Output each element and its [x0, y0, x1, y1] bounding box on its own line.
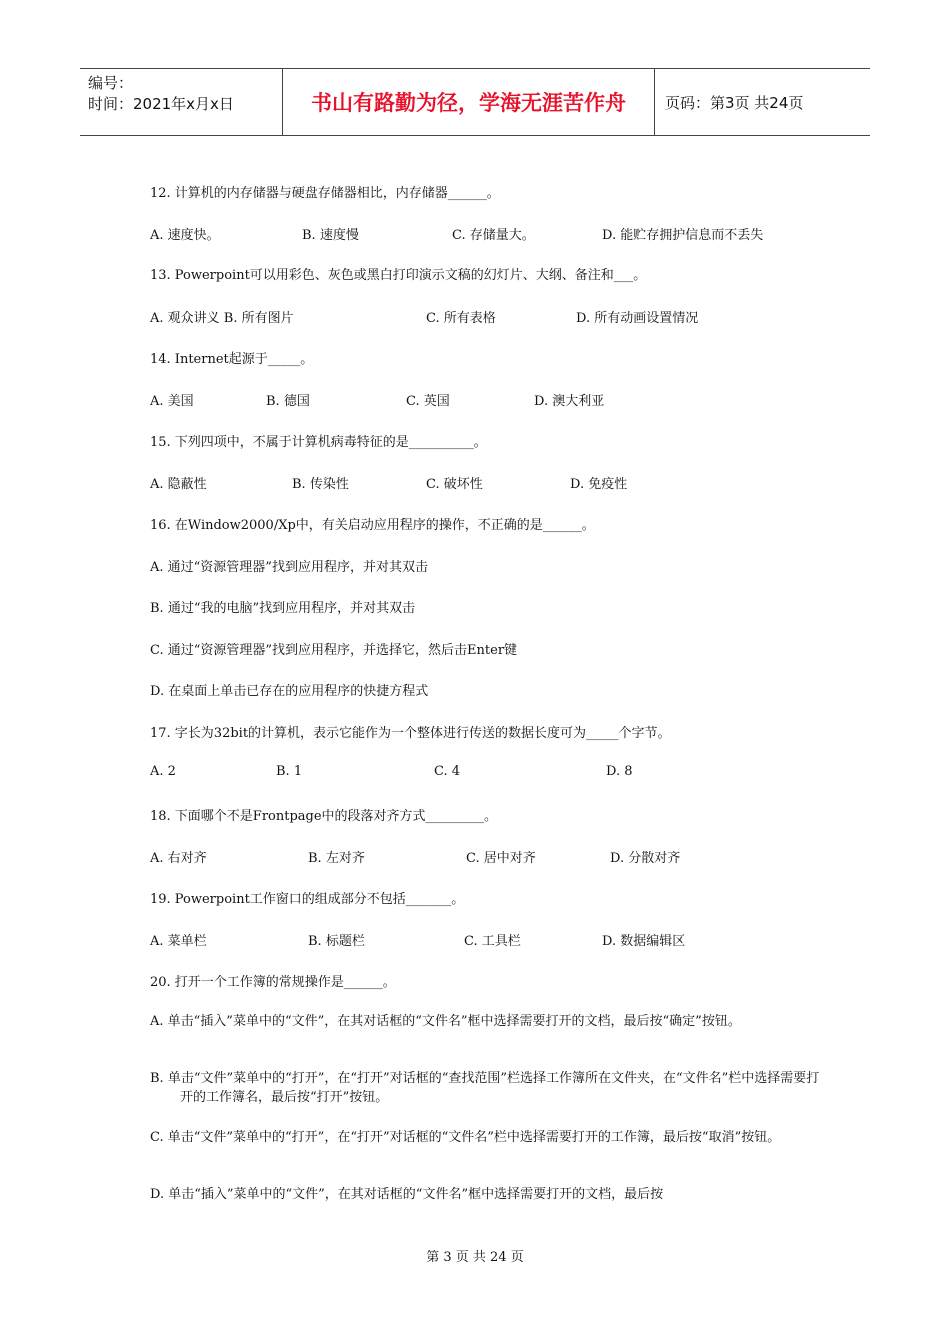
option-b: B. 标题栏: [308, 934, 365, 949]
question-17: 17. 字长为32bit的计算机，表示它能作为一个整体进行传送的数据长度可为_____个字节。: [150, 726, 671, 741]
option-d: D. 能贮存拥护信息而不丢失: [602, 228, 764, 243]
option-a: A. 隐蔽性: [150, 477, 207, 492]
option-c: C. 破坏性: [426, 477, 483, 492]
question-15-options: [150, 473, 810, 493]
question-16: 16. 在Window2000/Xp中，有关启动应用程序的操作，不正确的是______。: [150, 518, 595, 533]
option-b: B. 德国: [266, 394, 310, 409]
option-c: C. 工具栏: [464, 934, 521, 949]
option-c: C. 居中对齐: [466, 851, 536, 866]
option-a: A. 单击“插入”菜单中的“文件”，在其对话框的“文件名”框中选择需要打开的文档，最后按“确定”按钮。: [150, 1014, 741, 1029]
question-14-options: [150, 390, 810, 410]
document-date: 时间：2021年x月x日: [88, 95, 234, 113]
option-a-b: A. 观众讲义 B. 所有图片: [150, 311, 294, 326]
header-motto: 书山有路勤为径，学海无涯苦作舟: [283, 69, 655, 135]
page-footer: 第 3 页 共 24 页: [426, 1250, 524, 1265]
question-12: 12. 计算机的内存储器与硬盘存储器相比，内存储器______。: [150, 186, 500, 201]
document-number-label: 编号：: [88, 74, 134, 92]
option-a: A. 2: [150, 764, 176, 779]
question-19-options: [150, 930, 810, 950]
option-b: B. 左对齐: [308, 851, 365, 866]
option-b: B. 单击“文件”菜单中的“打开”，在“打开”对话框的“查找范围”栏选择工作簿所在文件夹，在“文件名”栏中选择需要打开的工作簿名，最后按“打开”按钮。: [150, 1071, 820, 1105]
option-a: A. 菜单栏: [150, 934, 207, 949]
header-page-info: 页码：第3页 共24页: [665, 93, 804, 112]
question-13-options: [150, 307, 810, 327]
option-d: D. 免疫性: [570, 477, 628, 492]
option-d: D. 8: [606, 764, 633, 779]
question-12-options: [150, 224, 810, 244]
option-d: D. 澳大利亚: [534, 394, 605, 409]
header-meta: [80, 69, 283, 135]
question-20: 20. 打开一个工作簿的常规操作是______。: [150, 975, 396, 990]
option-a: A. 速度快。: [150, 228, 220, 243]
option-c: C. 英国: [406, 394, 450, 409]
question-19: 19. Powerpoint工作窗口的组成部分不包括_______。: [150, 892, 465, 907]
option-b: B. 速度慢: [302, 228, 359, 243]
question-18: 18. 下面哪个不是Frontpage中的段落对齐方式_________。: [150, 809, 498, 824]
option-c: C. 通过“资源管理器”找到应用程序，并选择它，然后击Enter键: [150, 643, 518, 658]
option-c: C. 单击“文件”菜单中的“打开”，在“打开”对话框的“文件名”栏中选择需要打开的工作簿，最后按“取消”按钮。: [150, 1130, 781, 1145]
option-c: C. 所有表格: [426, 311, 496, 326]
question-17-options: [150, 764, 810, 784]
option-d: D. 在桌面上单击已存在的应用程序的快捷方程式: [150, 684, 429, 699]
option-d: D. 单击“插入”菜单中的“文件”，在其对话框的“文件名”框中选择需要打开的文档，最后按: [150, 1187, 664, 1202]
page-header: [80, 68, 870, 136]
question-18-options: [150, 847, 810, 867]
option-c: C. 存储量大。: [452, 228, 535, 243]
question-13: 13. Powerpoint可以用彩色、灰色或黑白打印演示文稿的幻灯片、大纲、备注和___。: [150, 268, 647, 283]
question-15: 15. 下列四项中，不属于计算机病毒特征的是__________。: [150, 435, 487, 450]
option-b: B. 1: [276, 764, 303, 779]
option-d: D. 分散对齐: [610, 851, 681, 866]
option-d: D. 数据编辑区: [602, 934, 686, 949]
question-14: 14. Internet起源于_____。: [150, 352, 314, 367]
option-a: A. 通过“资源管理器”找到应用程序，并对其双击: [150, 560, 428, 575]
option-a: A. 右对齐: [150, 851, 207, 866]
option-c: C. 4: [434, 764, 461, 779]
option-b: B. 通过“我的电脑”找到应用程序，并对其双击: [150, 601, 416, 616]
option-b: B. 传染性: [292, 477, 349, 492]
option-d: D. 所有动画设置情况: [576, 311, 699, 326]
option-a: A. 美国: [150, 394, 194, 409]
